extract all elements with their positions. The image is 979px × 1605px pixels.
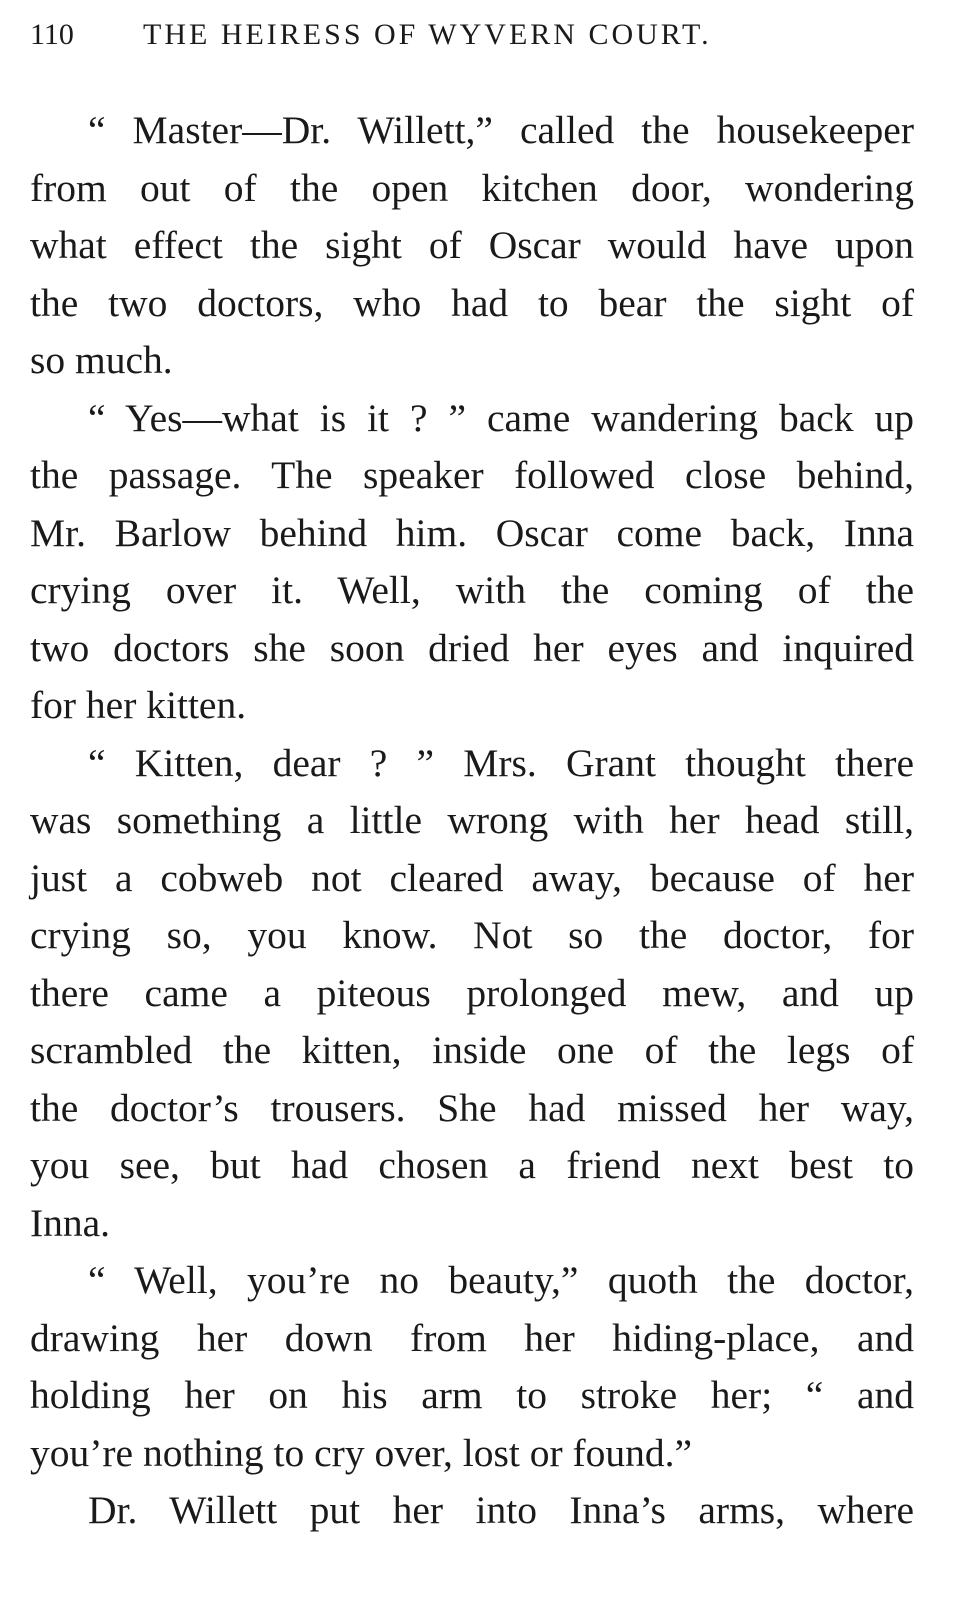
text-line: the passage. The speaker followed close behind, xyxy=(30,453,914,497)
text-line: “ Well, you’re no beauty,” quoth the doctor, xyxy=(88,1258,914,1302)
paragraph xyxy=(30,102,914,390)
running-head xyxy=(30,18,920,62)
text-line: you’re nothing to cry over, lost or found.” xyxy=(30,1430,693,1475)
text-line: drawing her down from her hiding-place, and xyxy=(30,1315,914,1360)
book-title: THE HEIRESS OF WYVERN COURT. xyxy=(143,18,712,51)
text-line: “ Kitten, dear ? ” Mrs. Grant thought there xyxy=(88,740,914,785)
text-line: scrambled the kitten, inside one of the legs of xyxy=(30,1028,914,1072)
body-text xyxy=(30,102,914,1540)
paragraph xyxy=(30,735,914,1253)
text-line: two doctors she soon dried her eyes and inquired xyxy=(30,625,914,670)
text-line: the doctor’s trousers. She had missed her way, xyxy=(30,1085,914,1130)
text-line: there came a piteous prolonged mew, and up xyxy=(30,970,914,1015)
text-line: Dr. Willett put her into Inna’s arms, where xyxy=(88,1488,914,1532)
text-line: what effect the sight of Oscar would have upon xyxy=(30,223,914,267)
text-line: from out of the open kitchen door, wondering xyxy=(30,165,914,210)
page-number: 110 xyxy=(30,18,74,51)
text-line: you see, but had chosen a friend next best to xyxy=(30,1143,914,1187)
text-line: crying over it. Well, with the coming of the xyxy=(30,568,914,612)
text-line: for her kitten. xyxy=(30,683,247,727)
paragraph xyxy=(30,1482,914,1540)
text-line: crying so, you know. Not so the doctor, for xyxy=(30,913,914,957)
text-line: “ Yes—what is it ? ” came wandering back up xyxy=(88,395,914,440)
text-line: just a cobweb not cleared away, because of her xyxy=(30,855,914,900)
text-line: so much. xyxy=(30,338,173,382)
paragraph xyxy=(30,1252,914,1482)
paragraph xyxy=(30,390,914,735)
text-line: “ Master—Dr. Willett,” called the housekeeper xyxy=(88,108,914,152)
text-line: the two doctors, who had to bear the sight of xyxy=(30,280,914,325)
text-line: Inna. xyxy=(30,1200,111,1245)
text-line: Mr. Barlow behind him. Oscar come back, Inna xyxy=(30,510,914,555)
text-line: holding her on his arm to stroke her; “ and xyxy=(30,1373,914,1417)
text-line: was something a little wrong with her head still, xyxy=(30,798,914,842)
